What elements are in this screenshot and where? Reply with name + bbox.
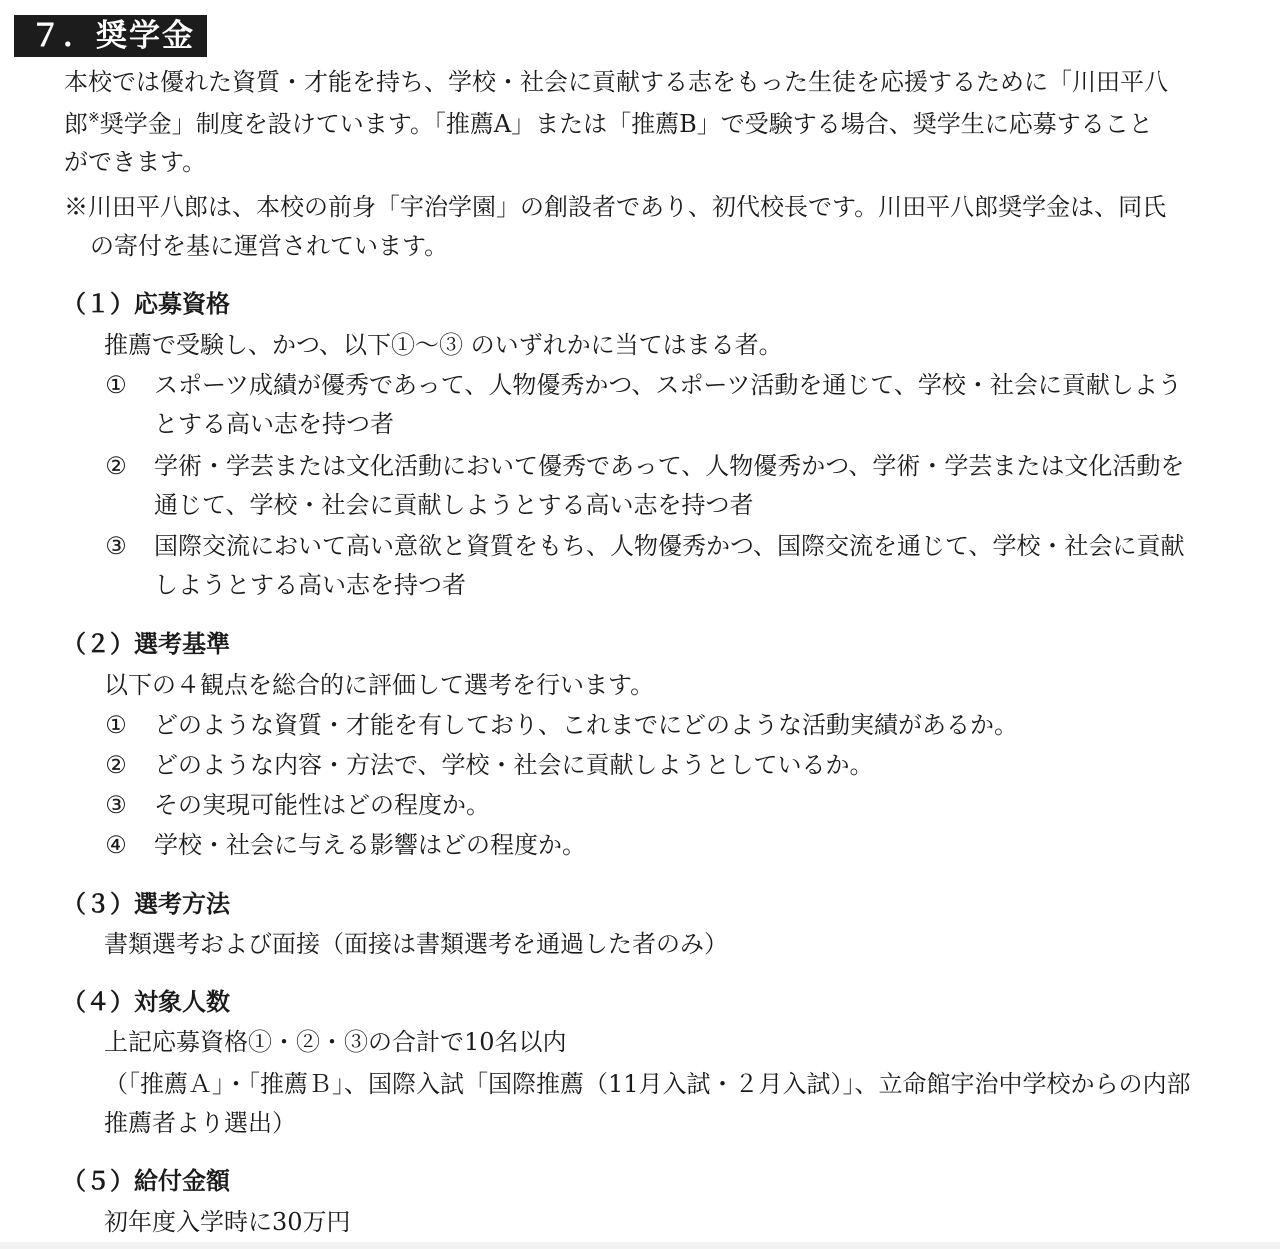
page-bottom-edge [0,1242,1280,1249]
criteria-item-1: どのような資質・才能を有しており、これまでにどのような活動実績があるか。 [154,711,1018,739]
eligibility-item-1-line-1: スポーツ成績が優秀であって、人物優秀かつ、スポーツ活動を通じて、学校・社会に貢献しよう [154,371,1182,399]
criteria-lead: 以下の４観点を総合的に評価して選考を行います。 [104,671,655,699]
eligibility-item-1-line-2: とする高い志を持つ者 [154,410,394,438]
section-heading: ７．奨学金 [14,15,207,57]
quota-line-1: 上記応募資格①・②・③の合計で10名以内 [104,1028,567,1056]
note-line-2: の寄付を基に運営されています。 [90,232,449,260]
eligibility-item-3-line-2: しようとする高い志を持つ者 [154,571,466,599]
eligibility-lead: 推薦で受験し、かつ、以下①～③ のいずれかに当てはまる者。 [104,331,783,359]
quota-line-3: 推薦者より選出） [104,1109,296,1137]
section-title-method: （３）選考方法 [62,890,230,918]
item-number: ③ [105,791,127,819]
section-title-eligibility: （１）応募資格 [62,290,230,318]
section-title-quota: （４）対象人数 [62,988,230,1016]
criteria-item-2: どのような内容・方法で、学校・社会に貢献しようとしているか。 [154,751,874,779]
eligibility-item-3-line-1: 国際交流において高い意欲と資質をもち、人物優秀かつ、国際交流を通じて、学校・社会に貢献 [154,532,1185,560]
quota-line-2: （「推薦Ａ」・「推薦Ｂ」、国際入試「国際推薦（11月入試・２月入試）」、立命館宇治中学校からの内部 [104,1070,1191,1098]
section-title-criteria: （２）選考基準 [62,630,230,658]
note-line-1: ※川田平八郎は、本校の前身「宇治学園」の創設者であり、初代校長です。川田平八郎奨学金は、同氏 [64,193,1167,221]
item-number: ① [105,711,127,739]
item-number: ② [105,751,127,779]
footnote-mark: ※ [88,110,100,126]
item-number: ② [105,452,127,480]
criteria-item-4: 学校・社会に与える影響はどの程度か。 [154,831,586,859]
eligibility-item-2-line-2: 通じて、学校・社会に貢献しようとする高い志を持つ者 [154,491,754,519]
amount-text: 初年度入学時に30万円 [104,1208,351,1236]
eligibility-item-2-line-1: 学術・学芸または文化活動において優秀であって、人物優秀かつ、学術・学芸または文化活動を [154,452,1185,480]
item-number: ④ [105,831,127,859]
intro-line-2: 郎※奨学金」制度を設けています。「推薦A」または「推薦B」で受験する場合、奨学生に応募すること [64,110,1153,138]
section-title-amount: （５）給付金額 [62,1167,230,1195]
intro-line-3: ができます。 [64,148,207,176]
item-number: ③ [105,532,127,560]
criteria-item-3: その実現可能性はどの程度か。 [154,791,490,819]
method-text: 書類選考および面接（面接は書類選考を通過した者のみ） [104,930,728,958]
item-number: ① [105,371,127,399]
intro-line-1: 本校では優れた資質・才能を持ち、学校・社会に貢献する志をもった生徒を応援するために「川田平八 [64,68,1168,96]
